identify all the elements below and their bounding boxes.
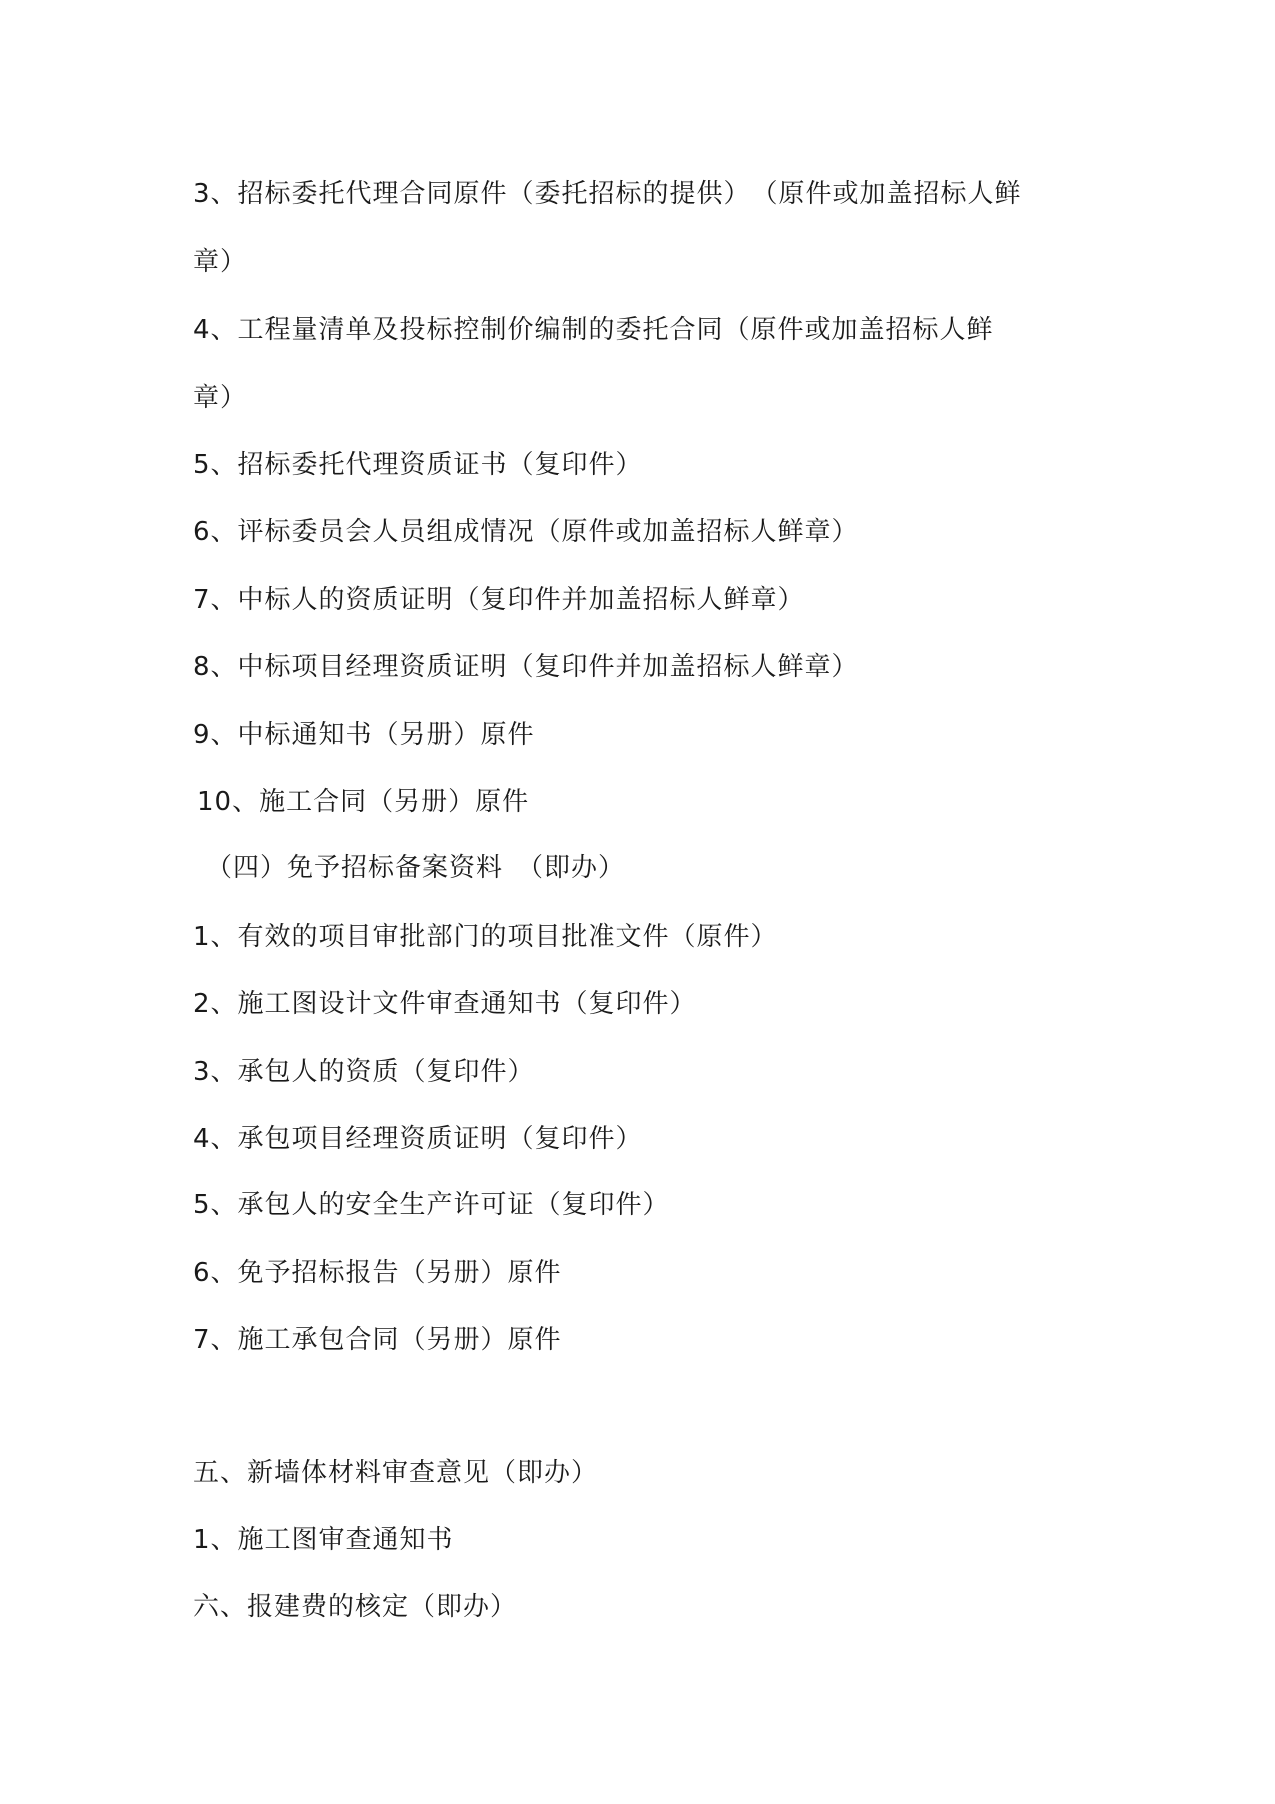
item-6-evaluation-committee: 6、评标委员会人员组成情况（原件或加盖招标人鲜章） [193, 517, 859, 547]
s4-item-3-contractor-qualification: 3、承包人的资质（复印件） [193, 1057, 535, 1087]
s5-item-1-review-notice: 1、施工图审查通知书 [193, 1525, 454, 1555]
s4-item-4-manager-qualification: 4、承包项目经理资质证明（复印件） [193, 1124, 643, 1154]
item-8-project-manager-qualification: 8、中标项目经理资质证明（复印件并加盖招标人鲜章） [193, 652, 859, 682]
item-4-bill-of-quantities-contract: 4、工程量清单及投标控制价编制的委托合同（原件或加盖招标人鲜 [193, 315, 994, 345]
s4-item-2-drawing-review-notice: 2、施工图设计文件审查通知书（复印件） [193, 989, 697, 1019]
section-6-heading: 六、报建费的核定（即办） [193, 1592, 518, 1622]
s4-item-6-exemption-report: 6、免予招标报告（另册）原件 [193, 1258, 562, 1288]
item-7-winner-qualification: 7、中标人的资质证明（复印件并加盖招标人鲜章） [193, 585, 805, 615]
s4-item-1-approval-document: 1、有效的项目审批部门的项目批准文件（原件） [193, 922, 778, 952]
item-9-award-notice: 9、中标通知书（另册）原件 [193, 720, 535, 750]
s4-item-7-construction-contract: 7、施工承包合同（另册）原件 [193, 1325, 562, 1355]
section-4-heading: （四）免予招标备案资料 （即办） [206, 853, 626, 883]
item-10-construction-contract: 10、施工合同（另册）原件 [197, 787, 530, 817]
item-3-entrust-contract: 3、招标委托代理合同原件（委托招标的提供） （原件或加盖招标人鲜 [193, 179, 1022, 209]
item-4-continuation: 章） [193, 383, 248, 413]
section-5-heading: 五、新墙体材料审查意见（即办） [193, 1458, 599, 1488]
s4-item-5-safety-license: 5、承包人的安全生产许可证（复印件） [193, 1190, 670, 1220]
item-3-continuation: 章） [193, 247, 248, 277]
item-5-agency-qualification: 5、招标委托代理资质证书（复印件） [193, 450, 643, 480]
